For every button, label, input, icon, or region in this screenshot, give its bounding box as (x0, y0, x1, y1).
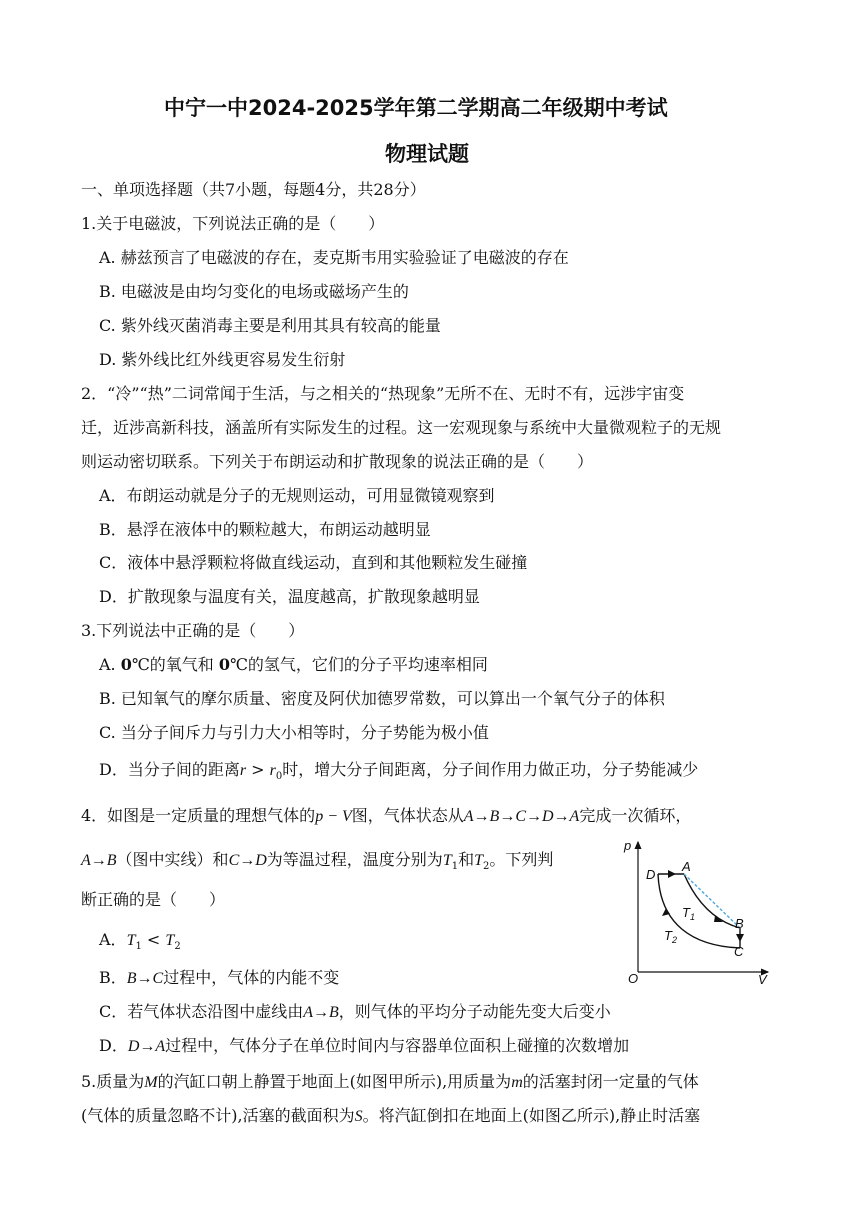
q4-a-t1-sub: 1 (135, 941, 142, 953)
q4-d-expr: D→A (127, 1038, 166, 1055)
q3-stem: 3.下列说法中正确的是（ ） (81, 621, 305, 640)
q4-option-b (99, 968, 339, 989)
q2-option-d: D．扩散现象与温度有关，温度越高，扩散现象越明显 (99, 587, 480, 606)
q4-a-lt: < (141, 930, 166, 949)
q2-option-a: A．布朗运动就是分子的无规则运动，可用显微镜观察到 (99, 486, 495, 505)
q4-ab: A→B (81, 852, 117, 869)
q5-mass-m: m (511, 1074, 523, 1091)
q4-l1-post: 完成一次循环， (579, 806, 692, 825)
q4-c-suffix: ，则气体的平均分子动能先变大后变小 (338, 1002, 611, 1021)
q3-a-prefix: A. (99, 655, 121, 674)
q3-option-a (99, 655, 488, 675)
q4-cycle: A→B→C→D→A (463, 808, 580, 825)
q4-a-t2-sub: 2 (174, 941, 181, 953)
t2-label: $T_2$ (664, 928, 677, 945)
q4-t2-sub: 2 (483, 861, 490, 873)
q4-c-expr: A→B (303, 1004, 339, 1021)
q1-option-d: D. 紫外线比红外线更容易发生衍射 (99, 350, 346, 369)
q3-option-d (99, 760, 698, 787)
q1-option-b: B. 电磁波是由均匀变化的电场或磁场产生的 (99, 282, 409, 301)
arrow-a-b (714, 916, 723, 922)
q4-a-t1: T (126, 932, 136, 949)
q5-stem-line1 (81, 1072, 699, 1093)
q4-stem-line3: 断正确的是（ ） (81, 890, 226, 909)
q4-a-prefix: A． (99, 930, 127, 949)
point-a-label: A (682, 859, 691, 874)
q4-stem-line1 (81, 806, 691, 827)
q4-d-prefix: D． (99, 1036, 128, 1055)
q5-l1-mid: 的汽缸口朝上静置于地面上(如图甲所示),用质量为 (157, 1072, 512, 1091)
arrow-d-a (668, 870, 676, 878)
q3-option-b: B. 已知氧气的摩尔质量、密度及阿伏加德罗常数，可以算出一个氧气分子的体积 (99, 689, 665, 708)
origin-label: O (628, 971, 639, 984)
q5-l2-post: 。将汽缸倒扣在地面上(如图乙所示),静止时活塞 (362, 1106, 701, 1125)
q4-l2-mid2: 为等温过程，温度分别为 (266, 850, 443, 869)
t1-label: $T_1$ (682, 905, 695, 922)
q5-mass-M: M (144, 1074, 158, 1091)
q2-stem-line1: 2．“冷”“热”二词常闻于生活，与之相关的“热现象”无所不在、无时不有，远涉宇宙变 (81, 384, 685, 403)
q3-d-r: r (239, 762, 247, 779)
q5-l2-pre: (气体的质量忽略不计),活塞的截面积为 (81, 1106, 355, 1125)
q2-option-b: B．悬浮在液体中的颗粒越大，布朗运动越明显 (99, 520, 431, 539)
q5-l1-pre: 5.质量为 (81, 1072, 145, 1091)
q4-stem-line2 (81, 850, 553, 877)
q4-a-t2: T (165, 932, 175, 949)
point-d-label: D (646, 867, 656, 882)
q4-c-prefix: C．若气体状态沿图中虚线由 (99, 1002, 304, 1021)
q3-a-zero-1: 0 (120, 655, 132, 674)
q3-a-mid: ℃的氧气和 (131, 655, 219, 674)
q2-option-c: C．液体中悬浮颗粒将做直线运动，直到和其他颗粒发生碰撞 (99, 553, 528, 572)
arrow-b-c (736, 934, 744, 942)
q5-l1-post: 的活塞封闭一定量的气体 (522, 1072, 699, 1091)
page-title: 中宁一中2024-2025学年第二学期高二年级期中考试 (164, 96, 668, 120)
q3-option-c: C. 当分子间斥力与引力大小相等时，分子势能为极小值 (99, 723, 489, 742)
q4-option-c (99, 1002, 611, 1023)
q4-t2: T (474, 852, 484, 869)
q3-d-r0: r (269, 762, 276, 779)
q4-t1: T (442, 852, 452, 869)
q4-l2-post: 。下列判 (489, 850, 554, 869)
q4-b-suffix: 过程中，气体的内能不变 (163, 968, 340, 987)
q5-stem-line2 (81, 1106, 700, 1127)
q3-d-r0-sub: 0 (275, 771, 283, 783)
q3-d-suffix: 时，增大分子间距离，分子间作用力做正功，分子势能减少 (282, 760, 699, 779)
q4-b-expr: B→C (126, 970, 164, 987)
q2-stem-line3: 则运动密切联系。下列关于布朗运动和扩散现象的说法正确的是（ ） (81, 452, 594, 471)
q1-stem: 1.关于电磁波，下列说法正确的是（ ） (81, 214, 385, 233)
q4-t1-sub: 1 (451, 861, 459, 873)
q3-a-suffix: ℃的氢气，它们的分子平均速率相同 (230, 655, 488, 674)
q2-stem-line2: 迁，近涉高新科技，涵盖所有实际发生的过程。这一宏观现象与系统中大量微观粒子的无规 (81, 418, 722, 437)
pv-diagram (622, 836, 772, 984)
q4-l2-mid: （图中实线）和 (116, 850, 229, 869)
q4-b-prefix: B． (99, 968, 127, 987)
q4-pv: p − V (315, 808, 352, 825)
q1-option-c: C. 紫外线灭菌消毒主要是利用其具有较高的能量 (99, 316, 441, 335)
page-subtitle: 物理试题 (385, 142, 469, 166)
q5-area-S: S (354, 1108, 363, 1125)
q4-cd: C→D (228, 852, 267, 869)
axis-v-label: V (758, 972, 767, 984)
axis-p-label: p (624, 838, 632, 853)
section-heading: 一、单项选择题（共7小题，每题4分，共28分） (81, 180, 426, 199)
q3-a-zero-2: 0 (218, 655, 231, 674)
q4-l1-pre: 4．如图是一定质量的理想气体的 (81, 806, 316, 825)
q4-d-suffix: 过程中，气体分子在单位时间内与容器单位面积上碰撞的次数增加 (165, 1036, 630, 1055)
q3-d-prefix: D．当分子间的距离 (99, 760, 240, 779)
q1-option-a: A. 赫兹预言了电磁波的存在，麦克斯韦用实验验证了电磁波的存在 (99, 248, 569, 267)
point-c-label: C (734, 944, 744, 959)
q4-option-a (99, 930, 181, 957)
q4-and: 和 (458, 850, 475, 869)
q3-d-gt: > (246, 760, 270, 779)
q4-l1-mid: 图，气体状态从 (351, 806, 464, 825)
point-b-label: B (735, 916, 744, 931)
q4-option-d (99, 1036, 629, 1057)
